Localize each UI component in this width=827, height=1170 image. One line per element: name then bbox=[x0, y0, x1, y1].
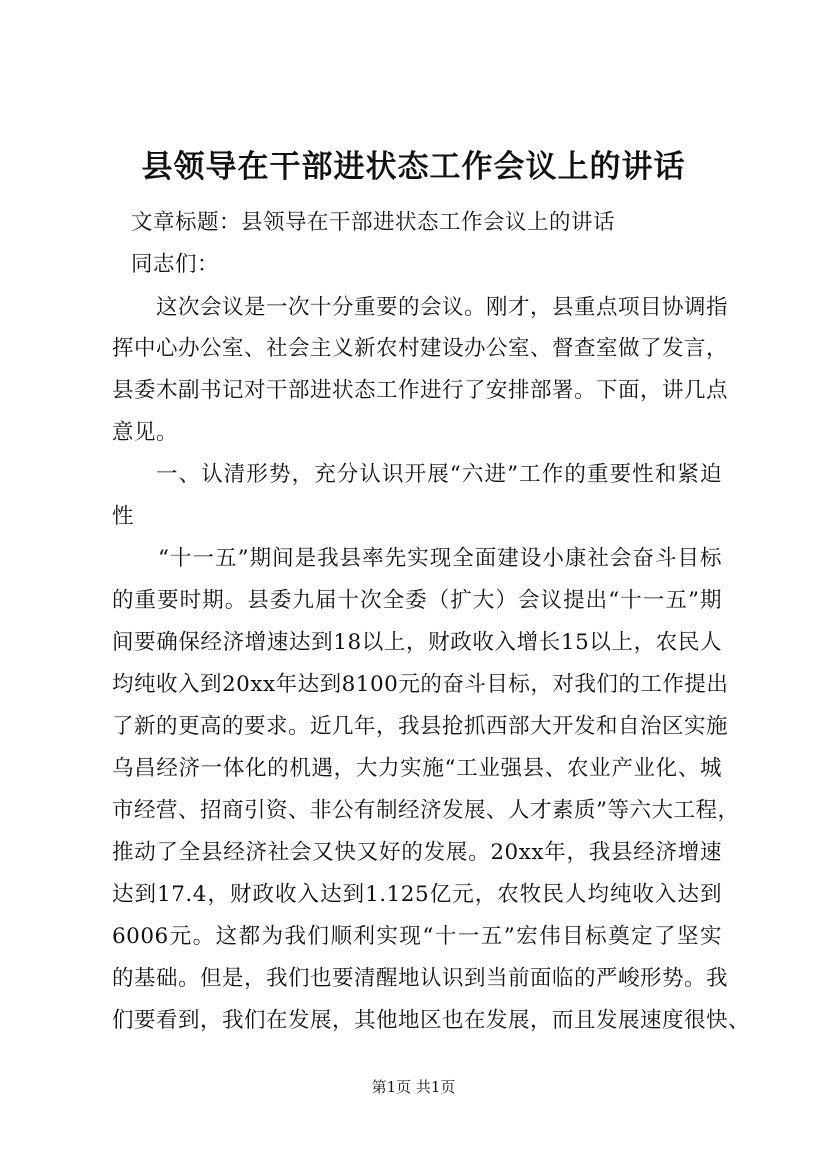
section-heading-line: 一、认清形势，充分认识开展“六进”工作的重要性和紧迫 bbox=[156, 462, 722, 487]
paragraph-line: 6006元。这都为我们顺利实现“十一五”宏伟目标奠定了坚实 bbox=[112, 924, 722, 949]
section-heading-line: 性 bbox=[112, 504, 135, 529]
paragraph-line: 推动了全县经济社会又快又好的发展。20xx年，我县经济增速 bbox=[112, 840, 722, 865]
page-footer: 第1页 共1页 bbox=[371, 1078, 456, 1096]
paragraph-line: 市经营、招商引资、非公有制经济发展、人才素质”等六大工程， bbox=[112, 798, 740, 823]
article-title-line: 文章标题：县领导在干部进状态工作会议上的讲话 bbox=[131, 210, 616, 235]
paragraph-line: 的基础。但是，我们也要清醒地认识到当前面临的严峻形势。我 bbox=[112, 966, 729, 991]
document-title: 县领导在干部进状态工作会议上的讲话 bbox=[141, 149, 686, 185]
paragraph-line: 达到17.4，财政收入达到1.125亿元，农牧民人均纯收入达到 bbox=[112, 882, 722, 907]
salutation: 同志们： bbox=[131, 252, 220, 277]
paragraph-line: “十一五”期间是我县率先实现全面建设小康社会奋斗目标 bbox=[158, 546, 722, 571]
paragraph-line: 们要看到，我们在发展，其他地区也在发展，而且发展速度很快、 bbox=[112, 1008, 751, 1033]
paragraph-line: 了新的更高的要求。近几年，我县抢抓西部大开发和自治区实施 bbox=[112, 714, 729, 739]
paragraph-line: 的重要时期。县委九届十次全委（扩大）会议提出“十一五”期 bbox=[112, 588, 722, 613]
paragraph-line: 乌昌经济一体化的机遇，大力实施“工业强县、农业产业化、城 bbox=[112, 756, 722, 781]
paragraph-line: 间要确保经济增速达到18以上，财政收入增长15以上，农民人 bbox=[112, 630, 722, 655]
paragraph-line: 挥中心办公室、社会主义新农村建设办公室、督查室做了发言， bbox=[112, 336, 729, 361]
paragraph-line: 县委木副书记对干部进状态工作进行了安排部署。下面，讲几点 bbox=[112, 378, 729, 403]
paragraph-line: 均纯收入到20xx年达到8100元的奋斗目标，对我们的工作提出 bbox=[112, 672, 729, 697]
paragraph-line: 这次会议是一次十分重要的会议。刚才，县重点项目协调指 bbox=[156, 295, 729, 320]
paragraph-line: 意见。 bbox=[112, 420, 179, 445]
